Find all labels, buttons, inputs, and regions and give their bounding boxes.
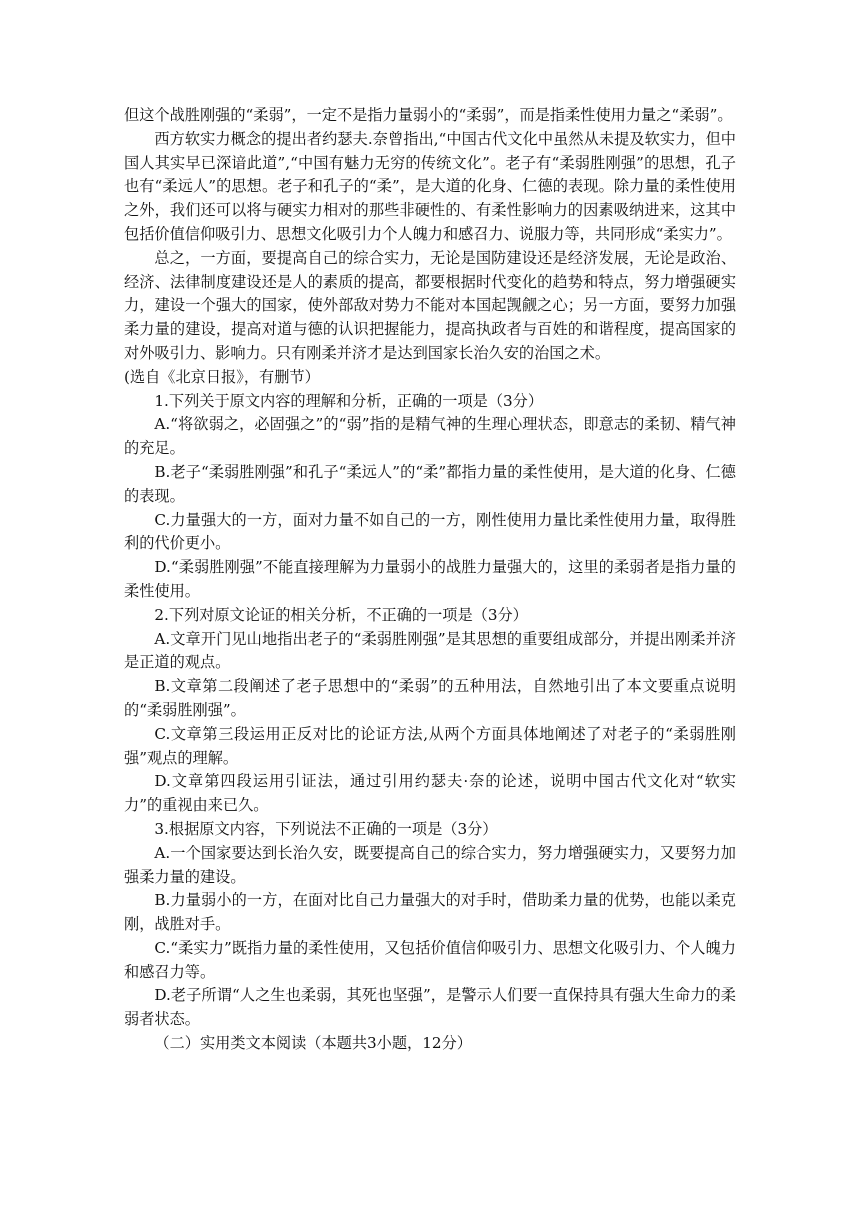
question-1-option-a: A.“将欲弱之，必固强之”的“弱”指的是精气神的生理心理状态，即意志的柔韧、精气神的充足。 xyxy=(124,415,736,458)
question-1-stem: 1.下列关于原文内容的理解和分析，正确的一项是（3分） xyxy=(154,391,544,410)
question-1-option-d: D.“柔弱胜刚强”不能直接理解为力量弱小的战胜力量强大的，这里的柔弱者是指力量的柔性使用。 xyxy=(124,558,736,600)
section-heading: （二）实用类文本阅读（本题共3小题，12分） xyxy=(154,1034,472,1053)
paragraph-1: 但这个战胜刚强的“柔弱”，一定不是指力量弱小的“柔弱”，而是指柔性使用力量之“柔弱”。 xyxy=(124,106,733,124)
question-3-option-a: A.一个国家要达到长治久安，既要提高自己的综合实力，努力增强硬实力，又要努力加强柔力量的建设。 xyxy=(124,843,736,886)
paragraph-2: 西方软实力概念的提出者约瑟夫.奈曾指出,“中国古代文化中虽然从未提及软实力，但中国人其实早已深谙此道”,“中国有魅力无穷的传统文化”。老子有“柔弱胜刚强”的思想，孔子也有“柔远人”的思想。老子和孔子的“柔”，是大道的化身、仁德的表现。除力量的柔性使用之外，我们还可以将与硬实力相对的那些非硬性的、有柔性影响力的因素吸纳进来，这其中包括价值信仰吸引力、思想文化吸引力个人魄力和感召力、说服力等，共同形成“柔实力”。 xyxy=(124,129,736,243)
question-2-stem: 2.下列对原文论证的相关分析，不正确的一项是（3分） xyxy=(154,605,528,624)
question-3-stem: 3.根据原文内容，下列说法不正确的一项是（3分） xyxy=(154,819,498,838)
question-1-option-b: B.老子“柔弱胜刚强”和孔子“柔远人”的“柔”都指力量的柔性使用，是大道的化身、仁德的表现。 xyxy=(124,462,736,505)
document-page xyxy=(124,104,736,1056)
question-3-option-b: B.力量弱小的一方，在面对比自己力量强大的对手时，借助柔力量的优势，也能以柔克刚，战胜对手。 xyxy=(124,891,736,934)
question-2-option-d: D.文章第四段运用引证法，通过引用约瑟夫·奈的论述，说明中国古代文化对“软实力”的重视由来已久。 xyxy=(124,772,736,815)
question-1-option-c: C.力量强大的一方，面对力量不如自己的一方，刚性使用力量比柔性使用力量，取得胜利的代价更小。 xyxy=(124,510,736,553)
question-3-option-d: D.老子所谓“人之生也柔弱，其死也坚强”，是警示人们要一直保持具有强大生命力的柔弱者状态。 xyxy=(124,986,736,1029)
question-2-option-c: C.文章第三段运用正反对比的论证方法,从两个方面具体地阐述了对老子的“柔弱胜刚强”观点的理解。 xyxy=(124,724,736,767)
question-2-option-a: A.文章开门见山地指出老子的“柔弱胜刚强”是其思想的重要组成部分，并提出刚柔并济是正道的观点。 xyxy=(124,629,736,672)
question-2-option-b: B.文章第二段阐述了老子思想中的“柔弱”的五种用法，自然地引出了本文要重点说明的“柔弱胜刚强”。 xyxy=(124,677,736,719)
question-3-option-c: C.“柔实力”既指力量的柔性使用，又包括价值信仰吸引力、思想文化吸引力、个人魄力和感召力等。 xyxy=(124,938,736,981)
paragraph-3: 总之，一方面，要提高自己的综合实力，无论是国防建设还是经济发展，无论是政治、经济、法律制度建设还是人的素质的提高，都要根据时代变化的趋势和特点，努力增强硬实力，建设一个强大的国家，使外部敌对势力不能对本国起觊觎之心；另一方面，要努力加强柔力量的建设，提高对道与德的认识把握能力，提高执政者与百姓的和谐程度，提高国家的对外吸引力、影响力。只有刚柔并济才是达到国家长治久安的治国之术。 xyxy=(124,248,736,362)
source-note: (选自《北京日报》，有删节） xyxy=(124,367,320,386)
